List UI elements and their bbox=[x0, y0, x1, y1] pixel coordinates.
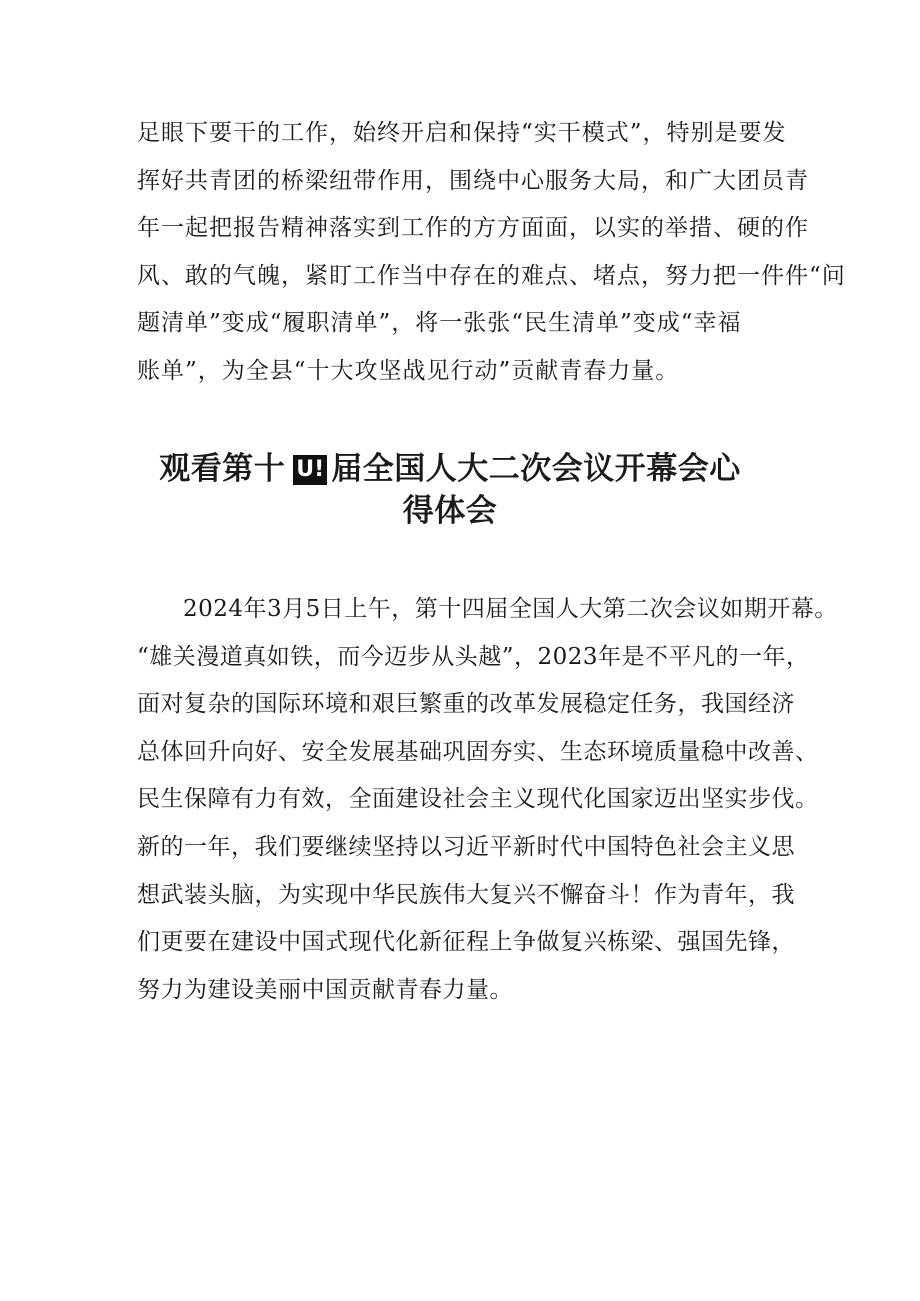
text-line: 总体回升向好、安全发展基础巩固夯实、生态环境质量稳中改善、 bbox=[137, 738, 819, 765]
text-line: 面对复杂的国际环境和艰巨繁重的改革发展稳定任务，我国经济 bbox=[137, 691, 795, 718]
garbled-glyph: U! bbox=[293, 455, 327, 485]
text-line: 2024年3月5日上午，第十四届全国人大第二次会议如期开幕。 bbox=[183, 596, 838, 622]
text-line: 民生保障有力有效，全面建设社会主义现代化国家迈出坚实步伐。 bbox=[137, 786, 819, 813]
continued-paragraph bbox=[137, 110, 846, 395]
title-text-before: 观看第十 bbox=[159, 451, 286, 487]
text-line: 风、敢的气魄，紧盯工作当中存在的难点、堵点，努力把一件件“问 bbox=[137, 262, 846, 289]
body-paragraph bbox=[137, 586, 838, 1014]
text-line: 账单”，为全县“十大攻坚战见行动”贡献青春力量。 bbox=[137, 357, 680, 384]
text-line: 新的一年，我们要继续坚持以习近平新时代中国特色社会主义思 bbox=[137, 833, 795, 860]
article-title bbox=[120, 448, 780, 532]
text-line: 们更要在建设中国式现代化新征程上争做复兴栋梁、强国先锋， bbox=[137, 929, 795, 956]
title-text-after: 届全国人大二次会议开幕会心 bbox=[331, 451, 741, 487]
text-line: “雄关漫道真如铁，而今迈步从头越”，2023年是不平凡的一年， bbox=[137, 643, 810, 670]
title-line-2: 得体会 bbox=[402, 493, 498, 529]
text-line: 想武装头脑，为实现中华民族伟大复兴不懈奋斗！作为青年，我 bbox=[137, 881, 795, 908]
text-line: 年一起把报告精神落实到工作的方方面面，以实的举措、硬的作 bbox=[137, 215, 809, 241]
text-line: 题清单”变成“履职清单”，将一张张“民生清单”变成“幸福 bbox=[137, 310, 742, 336]
text-line: 挥好共青团的桥梁纽带作用，围绕中心服务大局，和广大团员青 bbox=[137, 167, 809, 194]
text-line: 努力为建设美丽中国贡献青春力量。 bbox=[137, 976, 513, 1003]
title-line-1 bbox=[120, 448, 780, 490]
text-line: 足眼下要干的工作，始终开启和保持“实干模式”，特别是要发 bbox=[137, 120, 787, 146]
